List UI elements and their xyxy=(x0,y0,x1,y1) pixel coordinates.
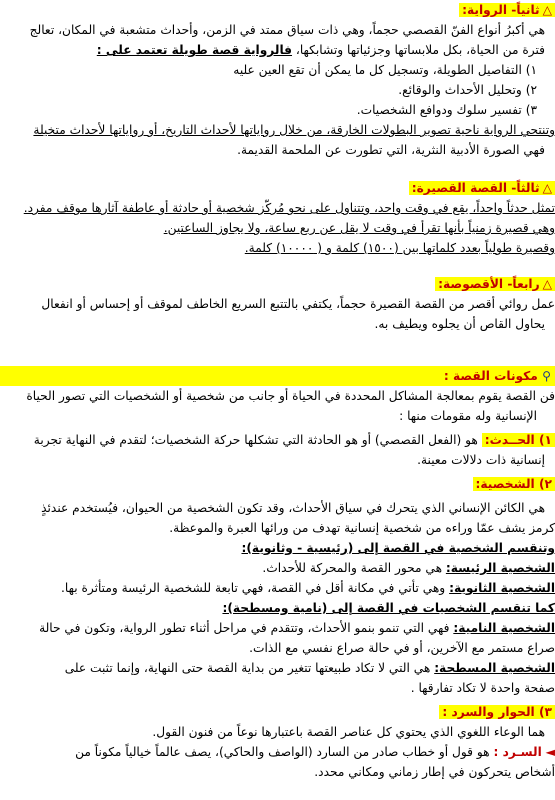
growing-row-1: الشخصية النامية: فهي التي تنمو بنمو الأحداث، وتتقدم في مراحل أثناء تطور الرواية، وتكون في حالة xyxy=(39,621,555,635)
short-story-heading: △ثالثاً- القصة القصيرة: xyxy=(409,181,555,195)
short-short-line-2: يحاول القاص أن يجلوه ويطيف به. xyxy=(374,317,545,331)
character-heading-row xyxy=(0,474,555,494)
short-story-section xyxy=(0,178,555,258)
pin-icon: ⚲ xyxy=(542,369,551,383)
short-story-line-1: تمثل حدثاً واحداً، يقع في وقت واحد، وتتناول على نحو مُركّز شخصية أو حادثة أو عاطفة آثارها موقف مفرد. xyxy=(23,201,555,215)
components-heading: مكونات القصة : xyxy=(443,369,538,383)
components-intro-2: الإنسانية وله مقومات منها : xyxy=(399,409,537,423)
novel-point-3: ٣) تفسير سلوك ودوافع الشخصيات. xyxy=(356,103,537,117)
event-label: ١) الحــدث: xyxy=(482,433,555,447)
novel-point-1: ١) التفاصيل الطويلة، وتسجيل كل ما يمكن أن تقع العين عليه xyxy=(233,63,537,77)
novel-after-1: وتنتحي الرواية ناحية تصوير البطولات الخارقة، من خلال رواياتها لأحداث التاريخ، أو رواياتها لأحداث متخيلة xyxy=(33,123,555,137)
growing-row-2: صراع مستمر مع الآخرين، أو في حالة صراع نفسي مع الذات. xyxy=(249,641,555,655)
character-line-2: كرمز يشف عمّا وراءه من شخصية إنسانية تهدف من ورائها العبرة والموعظة. xyxy=(169,521,555,535)
short-story-line-2: وهي قصيرة زمنياً بأنها تقرأ في وقت لا يقل عن ربع ساعة، ولا يجاوز الساعتين. xyxy=(163,221,555,235)
secondary-row: الشخصية الثانوية: وهي تأتي في مكانة أقل في القصة، فهي تابعة للشخصية الرئيسة ومتأثرة بها. xyxy=(60,581,555,595)
components-section xyxy=(0,366,555,782)
event-line-2: إنسانية ذات دلالات معينة. xyxy=(417,453,545,467)
division-1: وتنقسم الشخصية في القصة إلى (رئيسية - وثانوية): xyxy=(241,541,555,555)
event-line-1: ١) الحــدث: هو (الفعل القصصي) أو هو الحادثة التي تشكلها حركة الشخصيات؛ لتقدم في النهاية تجربة xyxy=(0,430,555,450)
short-story-heading-row xyxy=(0,178,555,198)
triangle-icon: △ xyxy=(542,3,552,17)
narration-row-1: ◄ السـرد : هو قول أو خطاب صادر من السارد (الواصف والحاكي)، يصف عالماً خيالياً مكوناً من xyxy=(75,745,555,759)
short-short-heading-row xyxy=(0,274,555,294)
dialogue-heading-row xyxy=(0,702,555,722)
triangle-icon: △ xyxy=(542,277,552,291)
novel-line-2: فترة من الحياة، بكل ملابساتها وجزئياتها وتشابكها، فالرواية قصة طويلة تعتمد على : xyxy=(96,43,545,57)
dialogue-label: ٣) الحوار والسرد : xyxy=(439,705,555,719)
dialogue-line: هما الوعاء اللغوي الذي يحتوي كل عناصر القصة باعتبارها نوعاً من فنون القول. xyxy=(152,725,545,739)
novel-heading-row xyxy=(0,0,555,20)
short-story-line-3: وقصيرة طولياً بعدد كلماتها بين (١٥٠٠) كلمة و ( ١٠٠٠٠) كلمة. xyxy=(244,241,555,255)
short-short-heading: △رابعاً- الأقصوصة: xyxy=(435,277,555,291)
novel-after-2: فهي الصورة الأدبية النثرية، التي تطورت عن الملحمة القديمة. xyxy=(237,143,545,157)
main-char-row: الشخصية الرئيسة: هي محور القصة والمحركة للأحداث. xyxy=(262,561,555,575)
flat-label: الشخصية المسطحة: xyxy=(434,661,555,675)
main-char-label: الشخصية الرئيسة: xyxy=(445,561,555,575)
short-short-section xyxy=(0,274,555,334)
flat-row-2: صفحة واحدة لا تكاد تفارقها . xyxy=(410,681,555,695)
components-heading-bar xyxy=(0,366,555,386)
short-short-line-1: عمل روائي أقصر من القصة القصيرة حجماً، يكتفي بالتتبع السريع الخاطف لموقف أو إحساس أو انفعال xyxy=(41,297,555,311)
narration-label: السـرد : xyxy=(493,745,542,759)
novel-section xyxy=(0,0,555,160)
components-intro-1: فن القصة يقوم بمعالجة المشاكل المحددة في الحياة أو جانب من شخصية أو الشخصيات التي تصور الحياة xyxy=(26,389,555,403)
narration-row-2: أشخاص يتحركون في إطار زماني ومكاني محدد. xyxy=(314,765,555,779)
secondary-label: الشخصية الثانوية: xyxy=(449,581,555,595)
triangle-icon: △ xyxy=(542,181,552,195)
flat-row-1: الشخصية المسطحة: هي التي لا تكاد طبيعتها تتغير من بداية القصة حتى النهاية، وإنما تثبت على xyxy=(64,661,555,675)
character-label: ٢) الشخصية: xyxy=(473,477,555,491)
character-line-1: هي الكائن الإنساني الذي يتحرك في سياق الأحداث، وقد تكون الشخصية من الحيوان، فيُستخدم عندئذٍ xyxy=(41,501,545,515)
division-2: كما تنقسم الشخصيات في القصة إلى (نامية ومسطحة): xyxy=(222,601,555,615)
growing-label: الشخصية النامية: xyxy=(453,621,555,635)
novel-heading: △ثانياً- الرواية: xyxy=(459,3,555,17)
novel-line-1: هي أكبرُ أنواع الفنّ القصصي حجماً، وهي ذات سياق ممتد في الزمن، وأحداث متشعبة في المكان، تعالج xyxy=(29,23,545,37)
narration-arrow-icon: ◄ xyxy=(545,745,555,759)
novel-point-2: ٢) وتحليل الأحداث والوقائع. xyxy=(398,83,537,97)
